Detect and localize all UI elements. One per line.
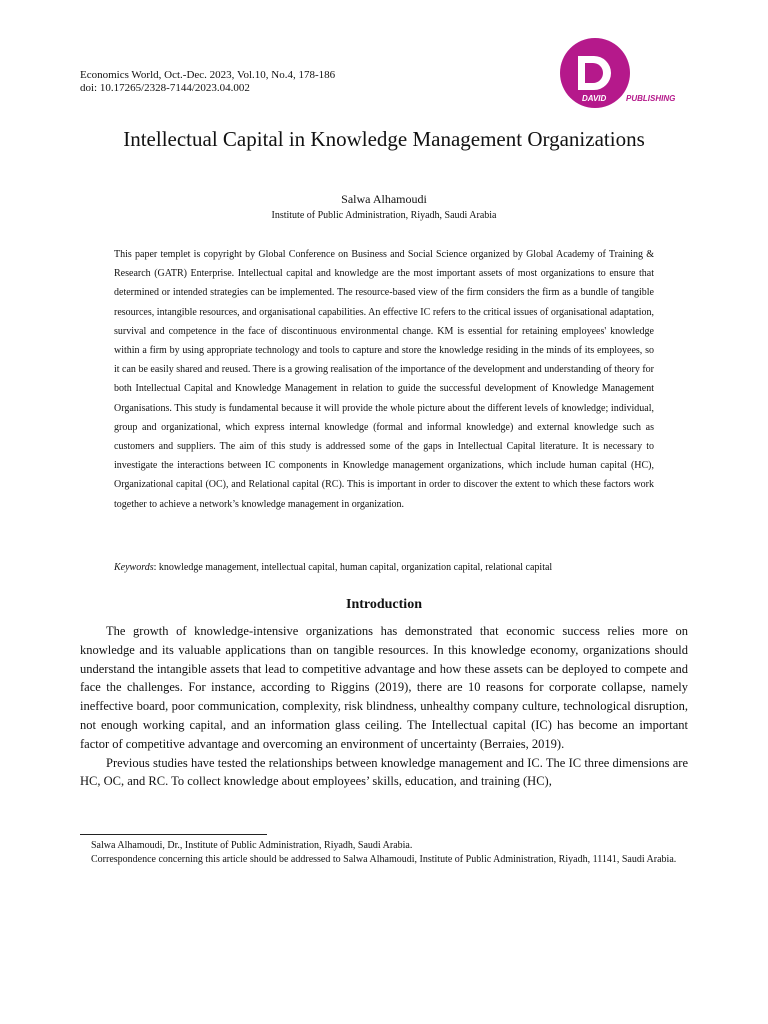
david-publishing-logo <box>556 38 690 108</box>
logo-text-left: DAVID <box>582 94 607 103</box>
keywords <box>114 560 654 576</box>
footnotes <box>80 839 688 867</box>
journal-citation <box>80 69 335 95</box>
author-affiliation: Institute of Public Administration, Riyadh, Saudi Arabia <box>271 210 497 221</box>
doi-line: doi: 10.17265/2328-7144/2023.04.002 <box>80 82 250 94</box>
paragraph: Previous studies have tested the relationships between knowledge management and IC. The IC three dimensions are HC, OC, and RC. To collect knowledge about employees’ skills, education, and training (HC), <box>80 755 688 789</box>
paper-title: Intellectual Capital in Knowledge Management Organizations <box>123 127 645 151</box>
logo-text-right: PUBLISHING <box>626 94 676 103</box>
journal-line: Economics World, Oct.-Dec. 2023, Vol.10, No.4, 178-186 <box>80 69 336 81</box>
abstract: This paper templet is copyright by Global Conference on Business and Social Science organized by Global Academy of Training & Research (GATR) Enterprise. Intellectual capital and knowledge are the most important assets of most organizations to ensure that determined or intended strategies can be implemented. The resource-based view of the firm considers the firm as a bundle of tangible resources, intangible resources, and organisational capabilities. An effective IC refers to the critical issues of organisational adaptation, survival and competence in the face of discontinuous environmental change. KM is essential for retaining employees' knowledge within a firm by using appropriate technology and tools to capture and store the knowledge residing in the minds of its employees, so it can be easily shared and reused. There is a growing realisation of the importance of the development and understanding of theory for both Intellectual Capital and Knowledge Management in relation to guide the successful development of Knowledge Management Organisations. This study is fundamental because it will provide the whole picture about the different levels of knowledge; individual, group and organizational, which express internal knowledge (formal and informal knowledge) and external knowledge such as customers and suppliers. The aim of this study is addressed some of the gaps in Intellectual Capital literature. It is necessary to investigate the interactions between IC components in Knowledge management organizations, which include human capital (HC), Organizational capital (OC), and Relational capital (RC). This is important in order to discover the extent to which these factors work together to achieve a network’s knowledge management in organization. <box>114 249 654 510</box>
footnote: Correspondence concerning this article should be addressed to Salwa Alhamoudi, Institute of Public Administration, Riyadh, 11141, Saudi Arabia. <box>91 854 677 865</box>
section-heading-introduction: Introduction <box>346 597 422 612</box>
author-name: Salwa Alhamoudi <box>341 192 427 206</box>
footnote-divider <box>80 834 267 835</box>
paragraph: The growth of knowledge-intensive organizations has demonstrated that economic success relies more on knowledge and its valuable applications than on tangible resources. In this knowledge economy, organizations should understand the intangible assets that lead to competitive advantage and how these assets can be deployed to compete and face the challenges. For instance, according to Riggins (2019), there are 10 reasons for corporate collapse, namely ineffective board, poor communication, complexity, risk blindness, unhealthy company culture, technological disruption, not enough working capital, and an information glass ceiling. The Intellectual capital (IC) has become an important factor of competitive advantage and overcoming an environment of uncertainty (Berraies, 2019). <box>80 624 688 751</box>
introduction-body <box>80 622 688 791</box>
footnote: Salwa Alhamoudi, Dr., Institute of Public Administration, Riyadh, Saudi Arabia. <box>91 840 413 851</box>
keywords-list: : knowledge management, intellectual capital, human capital, organization capital, relational capital <box>153 562 553 573</box>
keywords-label: Keywords <box>114 562 154 573</box>
